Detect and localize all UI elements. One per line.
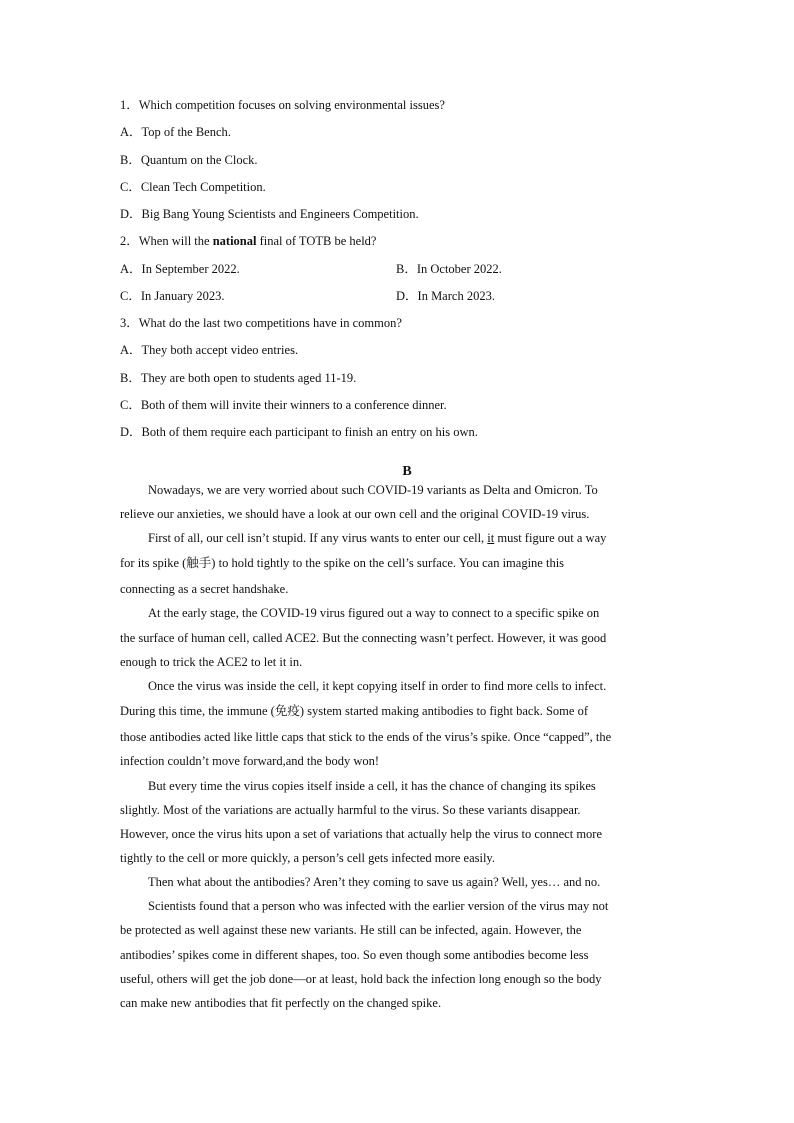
passage-line: useful, others will get the job done—or at least, hold back the infection long enough so the body xyxy=(120,972,602,986)
passage-line: slightly. Most of the variations are actually harmful to the virus. So these variants disappear. xyxy=(120,803,581,817)
passage-line: relieve our anxieties, we should have a look at our own cell and the original COVID-19 virus. xyxy=(120,507,590,521)
passage-line: But every time the virus copies itself inside a cell, it has the chance of changing its spikes xyxy=(148,779,596,793)
passage-line: can make new antibodies that fit perfectly on the changed spike. xyxy=(120,996,442,1010)
question-1-option-d: D．Big Bang Young Scientists and Engineers Competition. xyxy=(120,207,419,221)
question-1-option-a: A．Top of the Bench. xyxy=(120,125,231,139)
passage-line: At the early stage, the COVID-19 virus figured out a way to connect to a specific spike on xyxy=(148,606,600,620)
passage-line: Once the virus was inside the cell, it kept copying itself in order to find more cells to infect. xyxy=(148,679,607,693)
question-3-option-a: A．They both accept video entries. xyxy=(120,343,299,357)
passage-line: antibodies’ spikes come in different shapes, too. So even though some antibodies become less xyxy=(120,948,589,962)
question-2-stem-end: final of TOTB be held? xyxy=(256,234,377,248)
passage-line: be protected as well against these new variants. He still can be infected, again. However, the xyxy=(120,923,582,937)
underlined-word: it xyxy=(487,531,495,545)
question-2-option-a: A．In September 2022. xyxy=(120,262,240,276)
passage-line: Nowadays, we are very worried about such COVID-19 variants as Delta and Omicron. To xyxy=(148,483,598,497)
question-2-option-d: D．In March 2023. xyxy=(396,289,495,303)
question-1-stem: 1．Which competition focuses on solving environmental issues? xyxy=(120,98,445,112)
passage-line: Scientists found that a person who was infected with the earlier version of the virus may not xyxy=(148,899,609,913)
passage-line-text: must figure out a way xyxy=(494,531,607,545)
passage-heading: B xyxy=(402,464,412,479)
question-1-option-b: B．Quantum on the Clock. xyxy=(120,153,258,167)
passage-line: for its spike (触手) to hold tightly to the spike on the cell’s surface. You can imagine this xyxy=(120,556,565,570)
passage-line: tightly to the cell or more quickly, a person’s cell gets infected more easily. xyxy=(120,851,495,865)
passage-line: infection couldn’t move forward,and the body won! xyxy=(120,754,380,768)
passage-line: those antibodies acted like little caps that stick to the ends of the virus’s spike. Once “capped”, the xyxy=(120,730,612,744)
passage-line: the surface of human cell, called ACE2. But the connecting wasn’t perfect. However, it was good xyxy=(120,631,607,645)
passage-line: However, once the virus hits upon a set of variations that actually help the virus to connect more xyxy=(120,827,603,841)
question-3-stem: 3．What do the last two competitions have in common? xyxy=(120,316,402,330)
passage-line: enough to trick the ACE2 to let it in. xyxy=(120,655,303,669)
passage-line xyxy=(148,530,606,546)
question-3-option-b: B．They are both open to students aged 11-19. xyxy=(120,371,357,385)
question-2-option-c: C．In January 2023. xyxy=(120,289,225,303)
question-3-option-c: C．Both of them will invite their winners to a conference dinner. xyxy=(120,398,447,412)
passage-line-text: First of all, our cell isn’t stupid. If any virus wants to enter our cell, xyxy=(148,531,485,545)
question-2-stem-start: 2．When will the xyxy=(120,234,213,248)
passage-line: Then what about the antibodies? Aren’t they coming to save us again? Well, yes… and no. xyxy=(148,875,601,889)
question-1-option-c: C．Clean Tech Competition. xyxy=(120,180,266,194)
question-2-stem xyxy=(120,233,376,249)
question-2-stem-emphasis: national xyxy=(212,234,257,248)
question-2-option-b: B．In October 2022. xyxy=(396,262,502,276)
passage-line: During this time, the immune (免疫) system started making antibodies to fight back. Some of xyxy=(120,704,588,718)
passage-line: connecting as a secret handshake. xyxy=(120,582,289,596)
question-3-option-d: D．Both of them require each participant to finish an entry on his own. xyxy=(120,425,478,439)
